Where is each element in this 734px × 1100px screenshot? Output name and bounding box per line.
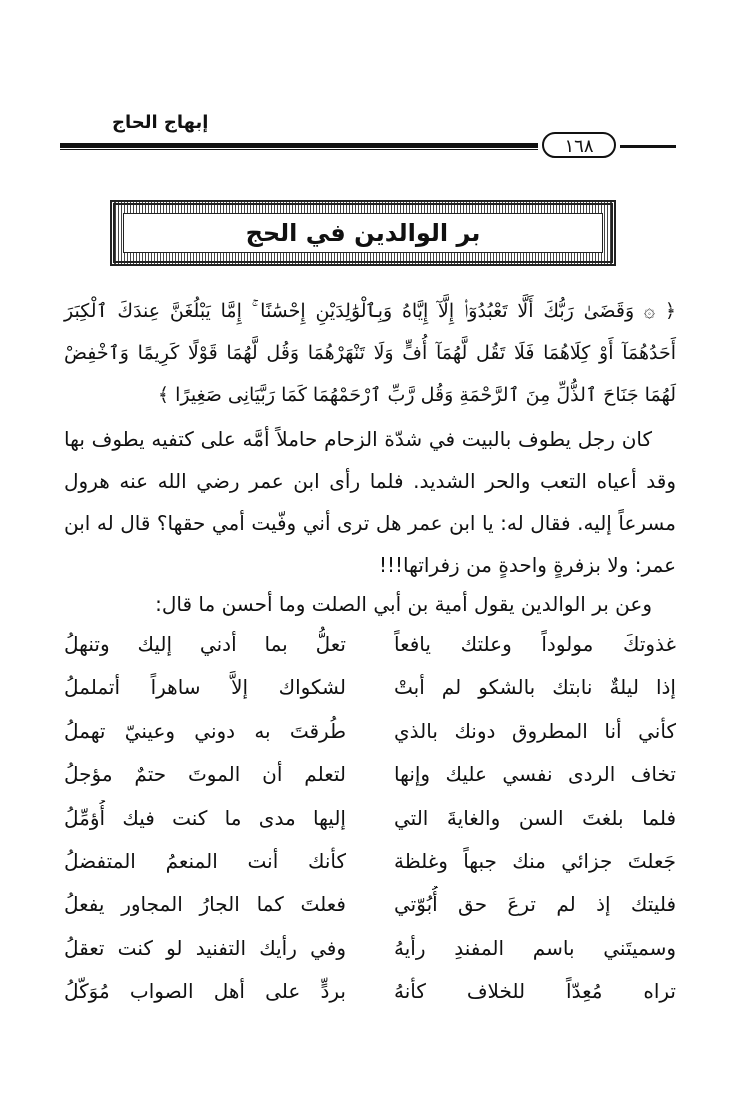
poem-hemistich-first: إذا ليلةٌ نابتك بالشكو لم أبتْ bbox=[394, 675, 676, 700]
header-rule-right bbox=[620, 145, 676, 148]
poem-line bbox=[64, 669, 676, 712]
section-title: بر الوالدين في الحج bbox=[245, 219, 481, 247]
poem-hemistich-second: إليها مدى ما كنت فيك أُؤمِّلُ bbox=[64, 805, 346, 830]
header-rule-thick bbox=[60, 143, 538, 148]
section-title-frame bbox=[110, 200, 616, 266]
page-number: ١٦٨ bbox=[542, 132, 616, 158]
poem-line bbox=[64, 843, 676, 886]
poem-hemistich-first: وسميتَني باسم المفندِ رأيهُ bbox=[394, 935, 676, 960]
poem-line bbox=[64, 713, 676, 756]
poem-hemistich-second: لتعلم أن الموتَ حتمٌ مؤجلُ bbox=[64, 762, 346, 787]
poem-line bbox=[64, 800, 676, 843]
poem-line bbox=[64, 973, 676, 1016]
page-header bbox=[60, 108, 676, 158]
poem-hemistich-first: فليتك إذ لم ترعَ حق أُبُوّتي bbox=[394, 892, 676, 917]
poem-hemistich-second: لشكواك إلاَّ ساهراً أتململُ bbox=[64, 675, 346, 700]
poem-line bbox=[64, 756, 676, 799]
poem-hemistich-first: تراه مُعِدّاً للخلاف كأنهُ bbox=[394, 979, 676, 1004]
poem-line bbox=[64, 886, 676, 929]
poem bbox=[64, 626, 676, 1017]
story-paragraph bbox=[64, 418, 676, 586]
poem-hemistich-second: كأنك أنت المنعمُ المتفضلُ bbox=[64, 848, 346, 873]
section-title-inner bbox=[123, 213, 603, 253]
poem-hemistich-second: وفي رأيك التفنيد لو كنت تعقلُ bbox=[64, 935, 346, 960]
poem-hemistich-second: فعلتَ كما الجارُ المجاور يفعلُ bbox=[64, 892, 346, 917]
header-rule-thin bbox=[60, 149, 538, 150]
poem-hemistich-first: غذوتكَ مولوداً وعلتك يافعاً bbox=[394, 632, 676, 656]
poem-hemistich-first: فلما بلغتَ السن والغايةَ التي bbox=[394, 805, 676, 830]
poem-hemistich-second: طُرقتَ به دوني وعينيّ تهملُ bbox=[64, 718, 346, 743]
story-text: كان رجل يطوف بالبيت في شدّة الزحام حاملاً أمَّه على كتفيه يطوف بها وقد أعياه التعب والحر الشديد. فلما رأى ابن عمر رضي الله عنه هرول مسرعاً إليه. فقال له: يا ابن عمر هل ترى أني وفّيت أمي حقها؟ قال له ابن عمر: ولا بزفرةٍ واحدةٍ من زفراتها!!! bbox=[64, 427, 676, 577]
poem-hemistich-first: جَعلتَ جزائي منك جبهاً وغلظة bbox=[394, 848, 676, 873]
poem-hemistich-first: كأني أنا المطروق دونك بالذي bbox=[394, 718, 676, 743]
poem-hemistich-second: بردٍّ على أهل الصواب مُوَكّلُ bbox=[64, 979, 346, 1004]
poem-intro: وعن بر الوالدين يقول أمية بن أبي الصلت وما أحسن ما قال: bbox=[155, 592, 652, 616]
poem-line bbox=[64, 930, 676, 973]
poem-hemistich-first: تخاف الردى نفسي عليك وإنها bbox=[394, 762, 676, 787]
poem-line bbox=[64, 626, 676, 669]
book-title: إبهاج الحاج bbox=[112, 112, 209, 133]
quran-verse: ﴿ ۞ وَقَضَىٰ رَبُّكَ أَلَّا تَعْبُدُوٓا۟ إِلَّآ إِيَّاهُ وَبِٱلْوَٰلِدَيْنِ إِحْسَٰنًا ۚ إِمَّا يَبْلُغَنَّ عِندَكَ ٱلْكِبَرَ أَحَدُهُمَآ أَوْ كِلَاهُمَا فَلَا تَقُل لَّهُمَآ أُفٍّ وَلَا تَنْهَرْهُمَا وَقُل لَّهُمَا قَوْلًا كَرِيمًا وَٱخْفِضْ لَهُمَا جَنَاحَ ٱلذُّلِّ مِنَ ٱلرَّحْمَةِ وَقُل رَّبِّ ٱرْحَمْهُمَا كَمَا رَبَّيَانِى صَغِيرًا ﴾ bbox=[64, 300, 676, 406]
poem-hemistich-second: تعلُّ بما أدني إليك وتنهلُ bbox=[64, 632, 346, 656]
